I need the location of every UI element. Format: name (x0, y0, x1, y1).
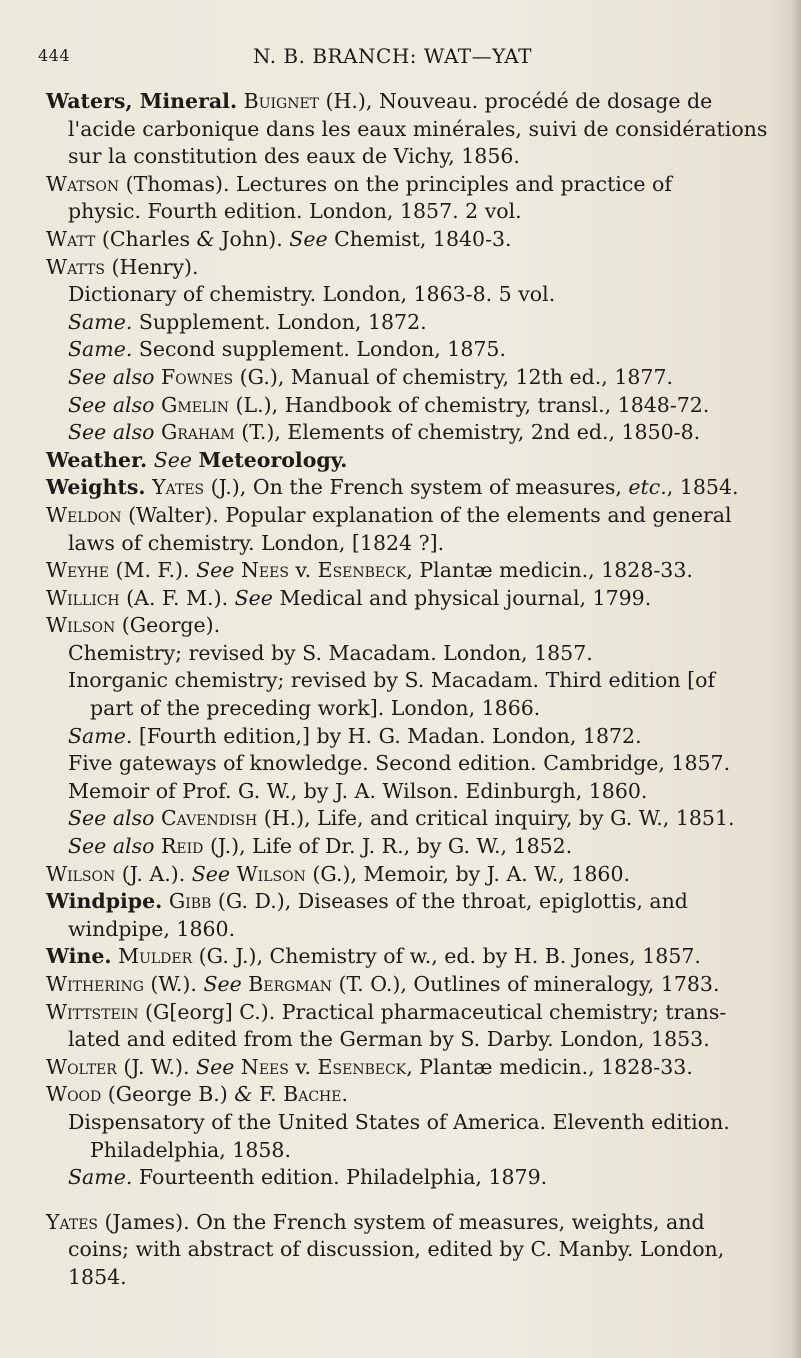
index-entry-line (46, 888, 762, 916)
entry-text: (H.), Life, and critical inquiry, by G. W., 1851. (257, 806, 735, 831)
page-header (38, 44, 758, 72)
entry-text: , Plantæ medicin., 1828-33. (406, 1054, 693, 1079)
author-name: Reid (161, 834, 204, 859)
sub-entry-line (46, 392, 762, 420)
sub-entry-line (46, 1164, 762, 1192)
subject-heading: Weights. (46, 475, 146, 500)
entry-text: See (191, 861, 231, 886)
entry-text: See (196, 1054, 235, 1079)
entry-text: Memoir of Prof. G. W., by J. A. Wilson. Edinburgh, 1860. (68, 778, 648, 803)
entry-text: Philadelphia, 1858. (90, 1137, 291, 1162)
entry-text: part of the preceding work]. London, 1866. (90, 696, 541, 721)
entry-text: (A. F. M.). (119, 585, 235, 610)
author-name: Weyhe (46, 558, 109, 583)
subject-heading: Waters, Mineral. (46, 89, 238, 113)
author-name: Buignet (243, 89, 320, 113)
entry-text: etc. (628, 475, 667, 500)
entry-text: (Thomas). Lectures on the principles and practice of (119, 171, 672, 196)
index-entry-line (46, 1054, 762, 1082)
entry-text: See also (68, 806, 155, 831)
sub-entry-line (46, 281, 762, 309)
entry-text: physic. Fourth edition. London, 1857. 2 vol. (68, 199, 522, 224)
author-name: Nees (240, 1054, 289, 1079)
entry-continuation-line (46, 530, 762, 558)
author-name: Wilson (46, 861, 116, 886)
entry-text: Dictionary of chemistry. London, 1863-8. 5 vol. (68, 282, 556, 307)
index-entry-line (46, 585, 762, 613)
entry-continuation-line (46, 1264, 762, 1292)
author-name: Wilson (236, 861, 306, 886)
entry-text: (J. W.). (116, 1054, 197, 1079)
sub-entry-line (46, 1109, 762, 1137)
sub-entry-line (46, 1137, 762, 1165)
index-entry-line (46, 999, 762, 1027)
index-entries (46, 88, 768, 1292)
entry-text: v. (288, 558, 318, 583)
entry-text: [Fourth edition,] by H. G. Madan. London, 1872. (132, 723, 642, 748)
entry-continuation-line (46, 198, 762, 226)
index-entry-line (46, 254, 762, 282)
entry-text: John). (214, 226, 290, 251)
author-name: Esenbeck (317, 1054, 407, 1079)
entry-text: See (289, 226, 328, 251)
entry-continuation-line (46, 116, 768, 144)
entry-text: & (234, 1082, 253, 1107)
entry-text: (G[eorg] C.). Practical pharmaceutical chemistry; trans- (138, 999, 727, 1024)
author-name: Bergman (248, 972, 332, 996)
entry-text: See (234, 585, 273, 610)
entry-continuation-line (46, 916, 762, 944)
author-name: Watson (46, 171, 120, 196)
entry-continuation-line (46, 1236, 762, 1264)
page-edge (791, 0, 801, 1358)
entry-text: (L.), Handbook of chemistry, transl., 1848-72. (229, 392, 710, 417)
entry-text: (G.), Manual of chemistry, 12th ed., 1877. (233, 364, 674, 389)
entry-text: (Walter). Popular explanation of the elements and general (121, 502, 732, 527)
entry-text: See also (68, 364, 155, 389)
entry-text: Supplement. London, 1872. (132, 309, 427, 334)
entry-text: Same. (68, 723, 133, 748)
author-name: Willich (46, 585, 120, 610)
entry-text: , Plantæ medicin., 1828-33. (406, 558, 693, 583)
author-name: Graham (161, 420, 235, 445)
index-entry-line (46, 474, 762, 502)
sub-entry-line (46, 364, 762, 392)
subject-heading: Wine. (46, 944, 112, 969)
author-name: Wittstein (46, 999, 139, 1024)
entry-text: (James). On the French system of measures, weights, and (98, 1209, 705, 1234)
entry-text: l'acide carbonique dans les eaux minérales, suivi de considérations (68, 116, 768, 141)
author-name: Weldon (46, 502, 122, 527)
index-entry-line (46, 502, 762, 530)
entry-text: coins; with abstract of discussion, edited by C. Manby. London, (68, 1237, 725, 1262)
entry-text: Same. (68, 337, 133, 362)
index-entry-line (46, 1209, 762, 1237)
author-name: Yates (152, 475, 205, 500)
index-entry-line (46, 226, 762, 254)
entry-text: v. (288, 1054, 318, 1079)
entry-text: & (196, 226, 215, 251)
sub-entry-line (46, 695, 762, 723)
sub-entry-line (46, 833, 762, 861)
author-name: Nees (240, 558, 289, 583)
author-name: Wolter (46, 1054, 117, 1079)
entry-text: Second supplement. London, 1875. (132, 337, 506, 362)
author-name: Cavendish (161, 806, 258, 831)
author-name: Watts (46, 254, 105, 279)
index-entry-line (46, 88, 762, 116)
author-name: Wood (46, 1082, 102, 1107)
entry-text: Medical and physical journal, 1799. (272, 585, 652, 610)
index-entry-line (46, 447, 762, 475)
sub-entry-line (46, 309, 762, 337)
author-name: Bache (283, 1082, 342, 1107)
sub-entry-line (46, 419, 762, 447)
sub-entry-line (46, 750, 762, 778)
entry-text: Five gateways of knowledge. Second edition. Cambridge, 1857. (68, 751, 731, 776)
entry-continuation-line (46, 143, 762, 171)
index-entry-line (46, 171, 762, 199)
index-entry-line (46, 861, 762, 889)
entry-text: Fourteenth edition. Philadelphia, 1879. (132, 1165, 548, 1190)
entry-text: (George B.) (101, 1082, 235, 1107)
entry-text: See (203, 972, 242, 996)
author-name: Fownes (161, 364, 234, 389)
entry-text: (George). (115, 613, 221, 638)
entry-continuation-line (46, 1026, 762, 1054)
entry-text: Same. (68, 309, 133, 334)
entry-text: (J.), On the French system of measures, (204, 475, 629, 500)
sub-entry-line (46, 723, 762, 751)
entry-text: F. (252, 1082, 284, 1107)
entry-text: (W.). (143, 972, 204, 996)
sub-entry-line (46, 640, 762, 668)
entry-text: Inorganic chemistry; revised by S. Macadam. Third edition [of (68, 668, 716, 693)
entry-text: (H.), Nouveau. procédé de dosage de (319, 89, 713, 113)
sub-entry-line (46, 778, 762, 806)
author-name: Watt (46, 226, 96, 251)
sub-entry-line (46, 667, 762, 695)
entry-text: . (341, 1082, 348, 1107)
section-gap (46, 1192, 762, 1209)
entry-text: See (153, 447, 192, 472)
sub-entry-line (46, 805, 762, 833)
index-entry-line (46, 612, 762, 640)
author-name: Wilson (46, 613, 116, 638)
entry-text: , 1854. (666, 475, 739, 500)
entry-text: sur la constitution des eaux de Vichy, 1856. (68, 144, 520, 169)
author-name: Gmelin (161, 392, 230, 417)
sub-entry-line (46, 336, 762, 364)
author-name: Gibb (168, 889, 212, 914)
entry-text: Chemist, 1840-3. (327, 226, 512, 251)
entry-text: (M. F.). (108, 558, 197, 583)
entry-text: 1854. (68, 1264, 127, 1289)
entry-text: See also (68, 834, 155, 859)
entry-text: See also (68, 392, 155, 417)
index-entry-line (46, 971, 762, 999)
entry-text: (G. J.), Chemistry of w., ed. by H. B. Jones, 1857. (192, 944, 701, 969)
entry-text: (J.), Life of Dr. J. R., by G. W., 1852. (203, 834, 573, 859)
entry-text: Chemistry; revised by S. Macadam. London, 1857. (68, 640, 593, 665)
entry-text: (G.), Memoir, by J. A. W., 1860. (305, 861, 630, 886)
entry-text: windpipe, 1860. (68, 916, 236, 941)
entry-text: Same. (68, 1165, 133, 1190)
index-entry-line (46, 943, 762, 971)
entry-text: laws of chemistry. London, [1824 ?]. (68, 530, 445, 555)
entry-text: (T.), Elements of chemistry, 2nd ed., 1850-8. (234, 420, 701, 445)
entry-text: See also (68, 420, 155, 445)
author-name: Mulder (118, 944, 193, 969)
entry-text: Dispensatory of the United States of America. Eleventh edition. (68, 1109, 730, 1134)
author-name: Esenbeck (317, 558, 407, 583)
entry-text: (G. D.), Diseases of the throat, epiglottis, and (211, 889, 688, 914)
entry-text: (T. O.), Outlines of mineralogy, 1783. (332, 972, 720, 996)
subject-heading: Meteorology. (198, 447, 348, 472)
subject-heading: Weather. (46, 447, 148, 472)
subject-heading: Windpipe. (46, 889, 163, 914)
entry-text: lated and edited from the German by S. Darby. London, 1853. (68, 1027, 710, 1052)
author-name: Withering (46, 972, 144, 996)
entry-text: See (196, 558, 235, 583)
running-head: N. B. BRANCH: WAT—YAT (253, 44, 532, 68)
page-number: 444 (38, 46, 71, 65)
author-name: Yates (46, 1209, 99, 1234)
index-entry-line (46, 1081, 762, 1109)
entry-text: (J. A.). (115, 861, 192, 886)
index-entry-line (46, 557, 762, 585)
entry-text: (Henry). (104, 254, 199, 279)
entry-text: (Charles (95, 226, 197, 251)
